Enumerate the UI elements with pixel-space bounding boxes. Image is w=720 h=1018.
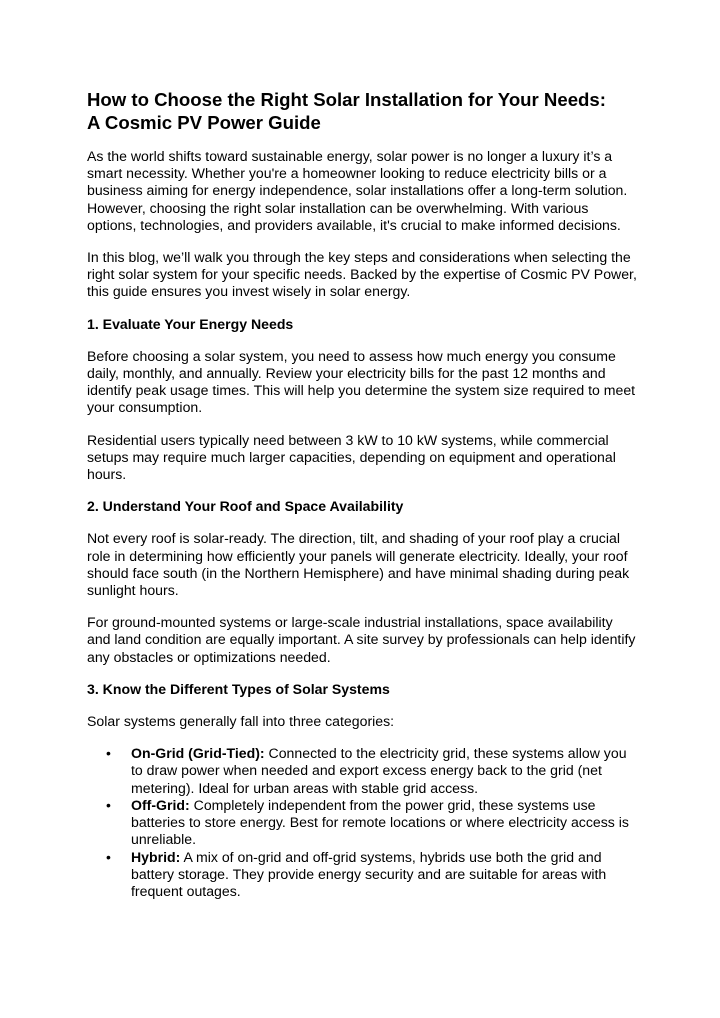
title-line-1: How to Choose the Right Solar Installation for Your Needs: [87,89,606,110]
section-3-heading: 3. Know the Different Types of Solar Systems [87,680,390,697]
bullet-icon: • [106,745,111,762]
list-item [87,849,639,901]
list-item-term: Off-Grid: [131,796,190,813]
bullet-icon: • [106,796,111,813]
document-page [87,88,639,900]
section-1-paragraph-2: Residential users typically need between 3 kW to 10 kW systems, while commercial setups may require much larger capacities, depending on equipment and operational hours. [87,431,616,483]
list-item-term: Hybrid: [131,848,181,865]
section-2-heading: 2. Understand Your Roof and Space Availability [87,498,404,515]
intro-paragraph: As the world shifts toward sustainable energy, solar power is no longer a luxury it’s a smart necessity. Whether you're a homeowner looking to reduce electricity bills or a business aiming for energy independence, solar installations offer a long-term solution. However, choosing the right solar installation can be overwhelming. With various options, technologies, and providers available, it's crucial to make informed decisions. [87,148,628,233]
bullet-icon: • [106,848,111,865]
section-3-intro: Solar systems generally fall into three categories: [87,713,395,730]
list-item-text: Completely independent from the power grid, these systems use batteries to store energy. Best for remote locations or where electricity access is unreliable. [131,796,629,848]
intro-paragraph-2: In this blog, we’ll walk you through the key steps and considerations when selecting the right solar system for your specific needs. Backed by the expertise of Cosmic PV Power, this guide ensures you invest wisely in solar energy. [87,249,637,300]
section-2-paragraph-2: For ground-mounted systems or large-scale industrial installations, space availability and land condition are equally important. A site survey by professionals can help identify any obstacles or optimizations needed. [87,614,636,665]
section-1-paragraph-1: Before choosing a solar system, you need to assess how much energy you consume daily, monthly, and annually. Review your electricity bills for the past 12 months and identify peak usage times. This will help you determine the system size required to meet your consumption. [87,347,636,416]
solar-system-types-list [87,745,639,900]
list-item-text: A mix of on-grid and off-grid systems, hybrids use both the grid and battery storage. They provide energy security and are suitable for areas with frequent outages. [131,848,607,899]
section-1-heading: 1. Evaluate Your Energy Needs [87,315,294,332]
title-line-2: A Cosmic PV Power Guide [87,112,321,133]
list-item [87,745,639,797]
list-item-text: Connected to the electricity grid, these systems allow you to draw power when needed and export excess energy back to the grid (net metering). Ideal for urban areas with stable grid access. [131,745,627,796]
page-title [87,88,639,134]
section-2-paragraph-1: Not every roof is solar-ready. The direction, tilt, and shading of your roof play a crucial role in determining how efficiently your panels will generate electricity. Ideally, your roof should face south (in the Northern Hemisphere) and have minimal shading during peak sunlight hours. [87,530,630,599]
list-item [87,797,639,849]
list-item-term: On-Grid (Grid-Tied): [131,745,265,762]
